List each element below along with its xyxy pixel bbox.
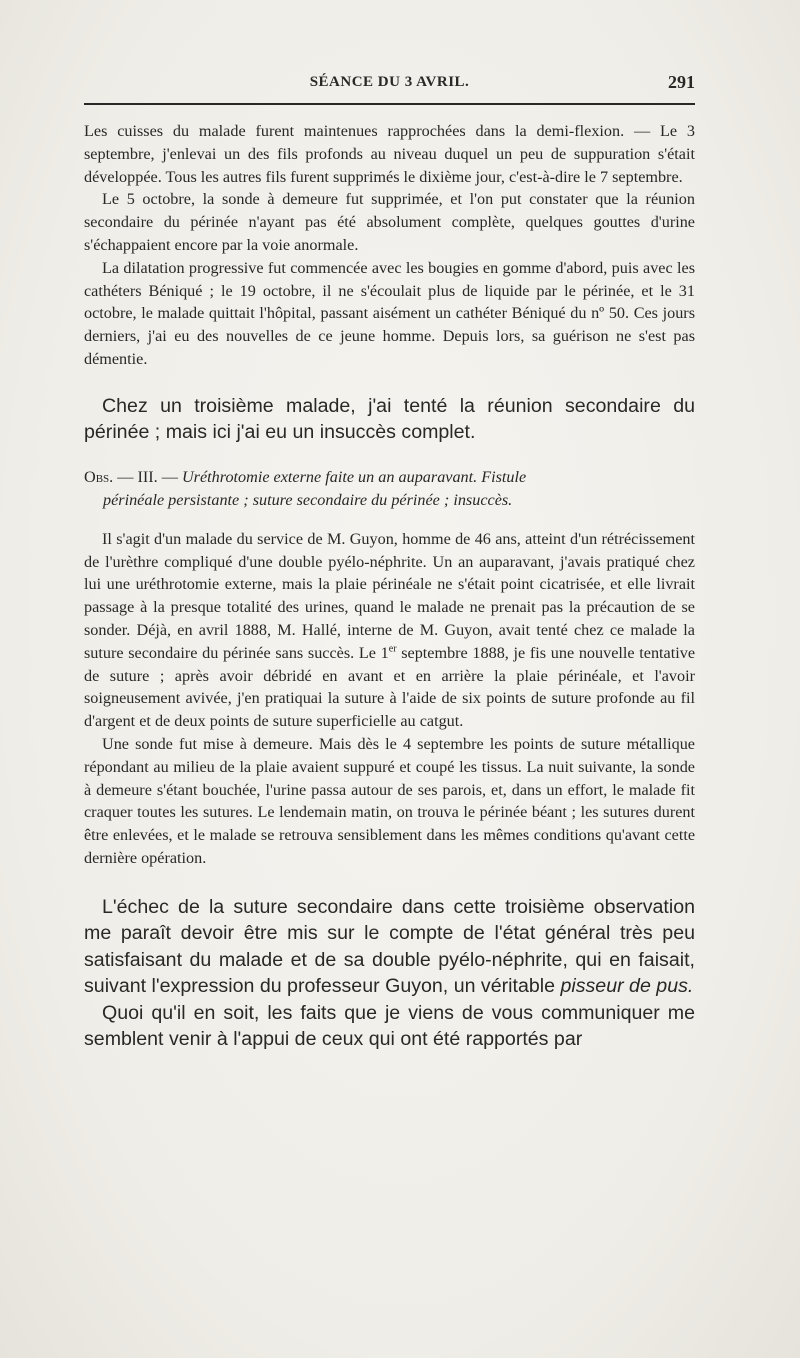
observation-title-line-2: périnéale persistante ; suture secondaire du périnée ; insuccès. [103, 490, 513, 509]
paragraph-1: Les cuisses du malade furent maintenues rapprochées dans la demi-flexion. — Le 3 septembre, j'enlevai un des fils profonds au niveau duquel un peu de suppuration s'était développée. Tous les autres fils furent supprimés le dixième jour, c'est-à-dire le 7 septembre. [84, 122, 695, 186]
spacer [84, 446, 695, 466]
running-head: SÉANCE DU 3 AVRIL. [309, 74, 470, 90]
paragraph-5-part-a: Il s'agit d'un malade du service de M. Guyon, homme de 46 ans, atteint d'un rétrécissement de l'urèthre compliqué d'une double pyélo-néphrite. Un an auparavant, j'avais pratiqué chez lui une uréthrotomie externe, mais la plaie périnéale ne s'était point cicatrisée, et elle livrait passage à la presque totalité des urines, quand le malade ne prenait pas la précaution de se sonder. Déjà, en avril 1888, M. Hallé, interne de M. Guyon, avait tenté chez ce malade la suture secondaire du périnée sans succès. Le 1 [84, 529, 695, 662]
observation-heading [84, 466, 695, 512]
observation-label: Obs. — III. — [84, 467, 178, 486]
paragraph-3: La dilatation progressive fut commencée avec les bougies en gomme d'abord, puis avec les cathéters Béniqué ; le 19 octobre, il ne s'écoulait plus de liquide par le périnée, et le 31 octobre, le malade quittait l'hôpital, passant aisément un cathéter Béniqué du nº 50. Ces jours derniers, j'ai eu des nouvelles de ce jeune homme. Depuis lors, sa guérison ne s'est pas démentie. [84, 258, 695, 368]
paragraph-7-italic: pisseur de pus. [560, 975, 694, 998]
paragraph-5 [84, 528, 695, 733]
paragraph-7 [84, 894, 695, 1000]
paragraph-2: Le 5 octobre, la sonde à demeure fut supprimée, et l'on put constater que la réunion secondaire du périnée n'ayant pas été absolument complète, quelques gouttes d'urine s'échappaient encore par la voie anormale. [84, 190, 695, 254]
spacer [84, 371, 695, 393]
page-header [84, 70, 695, 96]
spacer [84, 870, 695, 894]
paragraph-8: Quoi qu'il en soit, les faits que je viens de vous communiquer me semblent venir à l'appui de ceux qui ont été rapportés par [84, 1001, 695, 1051]
spacer [84, 512, 695, 528]
header-rule [84, 103, 695, 105]
paragraph-5-part-b: septembre 1888, je fis une nouvelle tentative de suture ; après avoir débridé en avant et en arrière la plaie périnéale, et l'avoir soigneusement avivée, j'en pratiquai la suture à l'aide de six points de suture profonde au fil d'argent et de deux points de suture superficielle au catgut. [84, 643, 695, 731]
observation-title-line-1: Uréthrotomie externe faite un an auparavant. Fistule [181, 467, 527, 486]
paragraph-6: Une sonde fut mise à demeure. Mais dès le 4 septembre les points de suture métallique répondant au milieu de la plaie avaient suppuré et coupé les tissus. La nuit suivante, la sonde à demeure s'étant bouchée, l'urine passa autour de ses parois, et, dans un effort, le malade fit craquer toutes les sutures. Le lendemain matin, on trouva le périnée béant ; les sutures durent être enlevées, et le malade se retrouva sensiblement dans les mêmes conditions qu'avant cette dernière opération. [84, 734, 695, 867]
paragraph-7-text: L'échec de la suture secondaire dans cette troisième observation me paraît devoir être mis sur le compte de l'état général très peu satisfaisant du malade et de sa double pyélo-néphrite, qui en faisait, suivant l'expression du professeur Guyon, un véritable [84, 895, 695, 998]
page-number: 291 [668, 72, 695, 92]
body-text [84, 120, 695, 1053]
superscript-er: er [388, 643, 397, 655]
paragraph-4: Chez un troisième malade, j'ai tenté la réunion secondaire du périnée ; mais ici j'ai eu un insuccès complet. [84, 394, 695, 444]
